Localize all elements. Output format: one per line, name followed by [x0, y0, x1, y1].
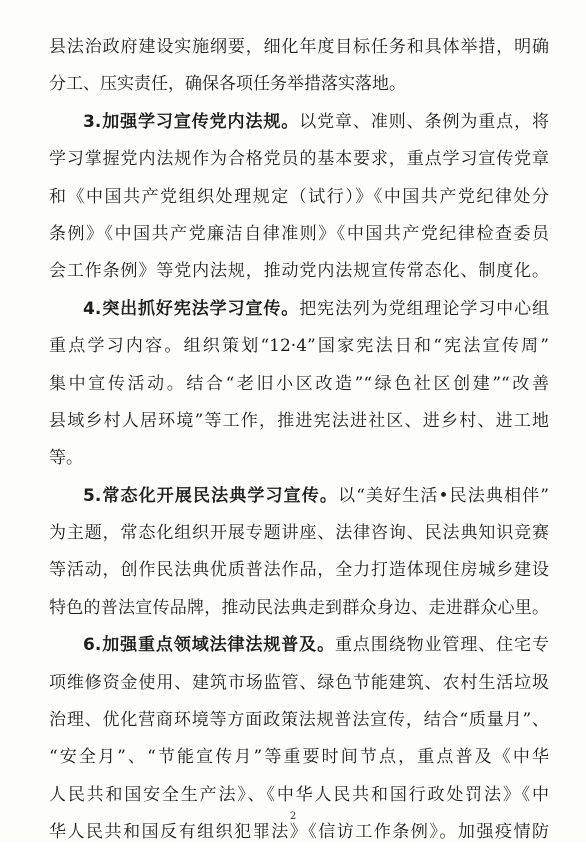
page-number: 2	[289, 811, 297, 822]
paragraph-text: 条例》《中国共产党廉洁自律准则》《中国共产党纪律检查委员	[49, 223, 549, 244]
text-line	[49, 366, 549, 403]
text-line	[49, 777, 549, 814]
section-heading: 4.突出抓好宪法学习宣传。	[83, 298, 300, 319]
paragraph-text: 会工作条例》等党内法规，推动党内法规宣传常态化、制度化。	[49, 261, 549, 282]
text-line	[49, 66, 549, 103]
text-line	[49, 253, 549, 290]
paragraph-text: 为主题，常态化组织开展专题讲座、法律咨询、民法典知识竞赛	[49, 523, 549, 544]
paragraph-text: 以“美好生活•民法典相伴”	[338, 485, 549, 506]
text-line	[49, 291, 549, 328]
text-line	[49, 627, 549, 664]
document-body	[49, 29, 549, 852]
text-line	[49, 440, 549, 477]
paragraph-text: 分工、压实责任，确保各项任务举措落实落地。	[49, 74, 406, 95]
text-line	[49, 478, 549, 515]
text-line	[49, 739, 549, 776]
text-line	[49, 552, 549, 589]
paragraph-text: “安全月”、“节能宣传月”等重要时间节点，重点普及《中华	[49, 747, 549, 768]
text-line	[49, 216, 549, 253]
text-line	[49, 104, 549, 141]
section-heading: 6.加强重点领域法律法规普及。	[83, 635, 335, 656]
paragraph-text: 治理、优化营商环境等方面政策法规普法宣传，结合“质量月”、	[49, 710, 549, 731]
paragraph-text: 人民共和国安全生产法》、《中华人民共和国行政处罚法》《中	[49, 784, 549, 805]
paragraph-text: 项维修资金使用、建筑市场监管、绿色节能建筑、农村生活垃圾	[49, 672, 549, 693]
paragraph-text: 特色的普法宣传品牌，推动民法典走到群众身边、走进群众心里。	[49, 597, 549, 618]
paragraph-text: 县法治政府建设实施纲要，细化年度目标任务和具体举措，明确	[49, 37, 549, 57]
paragraph-text: 县域乡村人居环境”等工作，推进宪法进社区、进乡村、进工地	[49, 410, 549, 431]
paragraph-text: 等活动，创作民法典优质普法作品，全力打造体现住房城乡建设	[49, 560, 549, 581]
text-line	[49, 702, 549, 739]
paragraph-text: 把宪法列为党组理论学习中心组	[299, 298, 549, 319]
text-line	[49, 29, 549, 66]
section-heading: 5.常态化开展民法典学习宣传。	[83, 485, 339, 506]
section-heading: 3.加强学习宣传党内法规。	[83, 111, 300, 132]
text-line	[49, 141, 549, 178]
paragraph-text: 重点学习内容。组织策划“12·4”国家宪法日和“宪法宣传周”	[49, 336, 549, 357]
text-line	[49, 590, 549, 627]
paragraph-text: 学习掌握党内法规作为合格党员的基本要求，重点学习宣传党章	[49, 149, 549, 170]
text-line	[49, 328, 549, 365]
text-line	[49, 179, 549, 216]
text-line	[49, 403, 549, 440]
paragraph-text: 和《中国共产党组织处理规定（试行）》《中国共产党纪律处分	[49, 186, 549, 207]
text-line	[49, 515, 549, 552]
text-line	[49, 665, 549, 702]
paragraph-text: 华人民共和国反有组织犯罪法》《信访工作条例》。加强疫情防	[49, 822, 549, 843]
paragraph-text: 以党章、准则、条例为重点，将	[299, 111, 549, 132]
paragraph-text: 重点围绕物业管理、住宅专	[335, 635, 549, 656]
paragraph-text: 等。	[49, 448, 83, 469]
paragraph-text: 集中宣传活动。结合“老旧小区改造”“绿色社区创建”“改善	[49, 373, 549, 394]
